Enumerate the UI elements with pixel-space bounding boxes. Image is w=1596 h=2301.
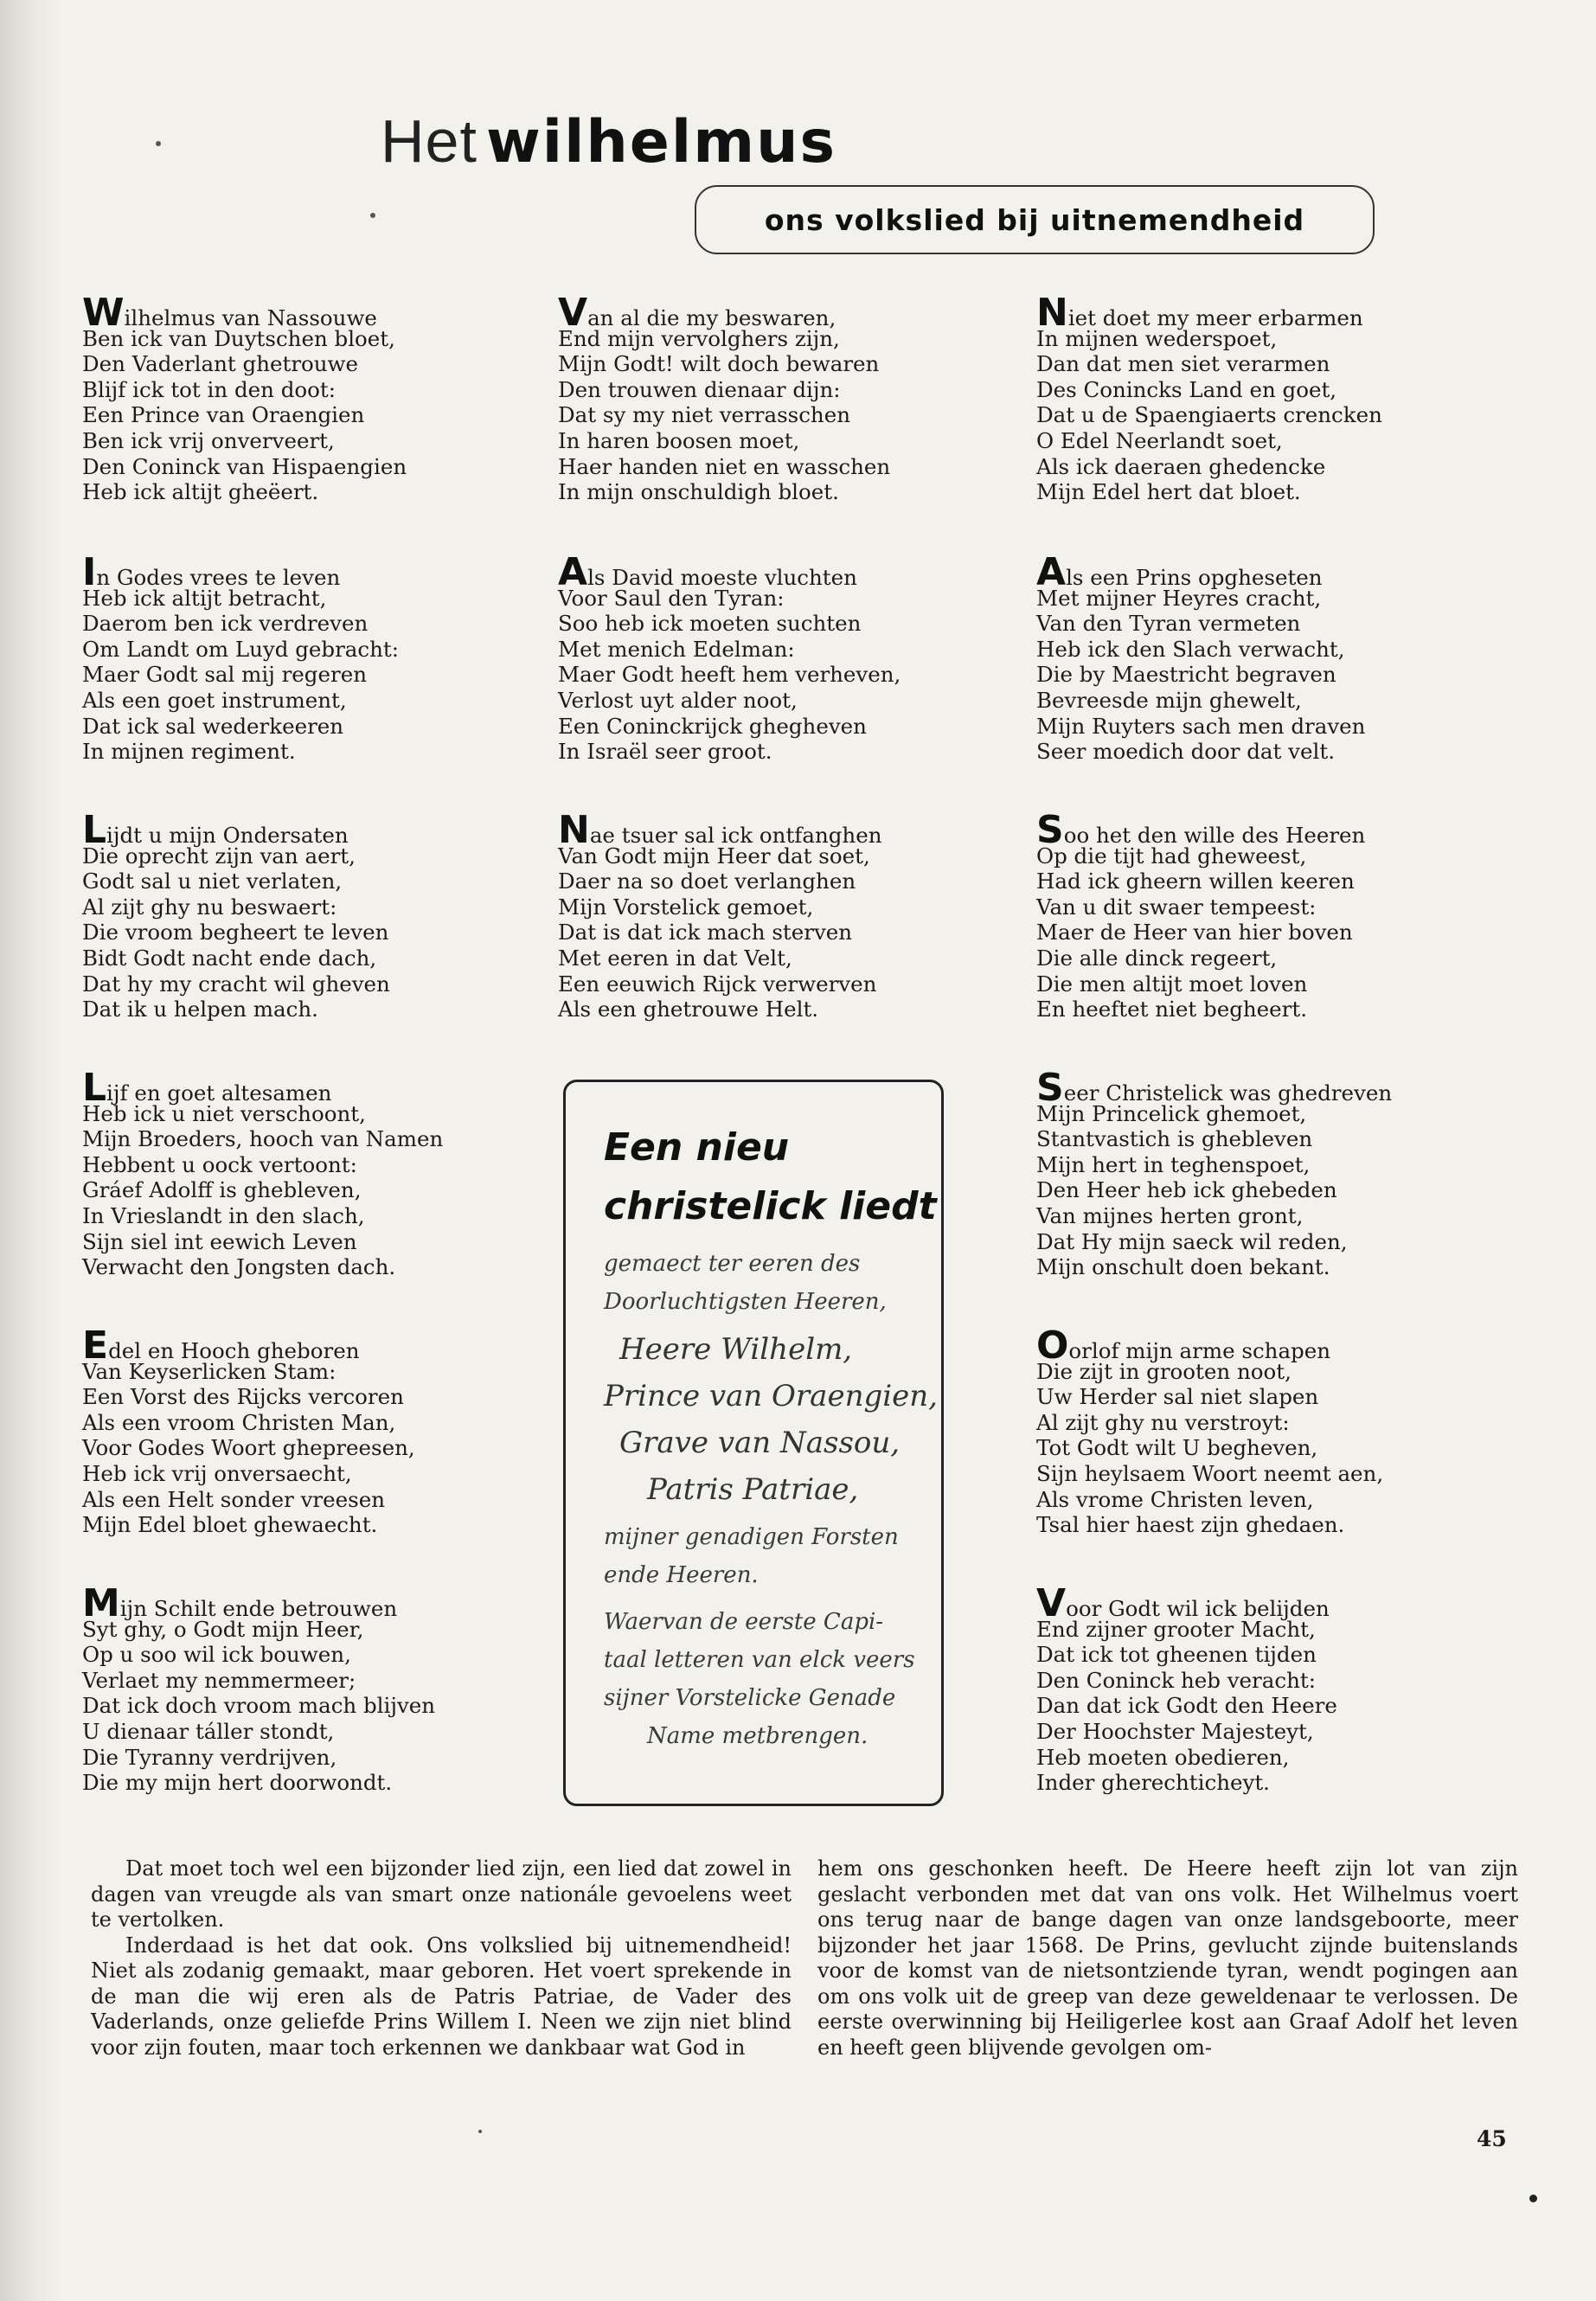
stanza-line: Inder gherechticheyt. <box>1036 1770 1270 1796</box>
stanza-1 <box>82 291 532 505</box>
stanza-line: Een Prince van Oraengien <box>82 402 365 428</box>
stanza-14 <box>1036 1324 1486 1538</box>
stanza-line: Maer Godt sal mij regeren <box>82 662 367 688</box>
stanza-line: In Israël seer groot. <box>558 739 772 765</box>
stanza-2 <box>82 550 532 765</box>
stanza-line: Als een vroom Christen Man, <box>82 1409 396 1435</box>
box-name: Heere Wilhelm, <box>619 1332 853 1367</box>
prose-paragraph: Inderdaad is het dat ook. Ons volkslied bij uitnemendheid! Niet als zodanig gemaakt, maar geboren. Het voert sprekende in de man die wij eren als de Patris Patriae, de Vader des Vaderlands, onze geliefde Prins Willem I. Neen we zijn niet blind voor zijn fouten, maar toch erkennen we dankbaar wat God in <box>91 1932 792 2060</box>
stanza-5 <box>82 1324 532 1538</box>
stanza-line: Haer handen niet en wasschen <box>558 453 891 479</box>
stanza-line: Verwacht den Jongsten dach. <box>82 1254 396 1280</box>
stanza-line: Den Coninck heb veracht: <box>1036 1667 1316 1693</box>
stanza-first-line: n Godes vrees te leven <box>96 565 341 590</box>
stanza-initial: A <box>1036 550 1067 594</box>
box-text: Name metbrengen. <box>647 1723 869 1749</box>
stanza-line: Syt ghy, o Godt mijn Heer, <box>82 1616 364 1642</box>
stanza-first-line: iet doet my meer erbarmen <box>1067 305 1363 330</box>
stanza-first-line: ijn Schilt ende betrouwen <box>119 1596 398 1621</box>
stanza-line: Ben ick vrij onverveert, <box>82 427 335 453</box>
stanza-line: Die oprecht zijn van aert, <box>82 843 356 868</box>
stanza-line: Ben ick van Duytschen bloet, <box>82 325 395 351</box>
box-text: Doorluchtigsten Heeren, <box>604 1289 887 1315</box>
stanza-first-line: ls een Prins opgheseten <box>1066 565 1323 590</box>
stanza-line: Bidt Godt nacht ende dach, <box>82 945 377 971</box>
title-main: wilhelmus <box>485 108 836 176</box>
stanza-line: Dat is dat ick mach sterven <box>558 920 853 945</box>
stanza-line: Mijn Princelick ghemoet, <box>1036 1100 1307 1126</box>
stanza-initial: L <box>82 1066 107 1110</box>
stanza-line: Als een goet instrument, <box>82 687 347 713</box>
box-text: ende Heeren. <box>604 1562 759 1588</box>
stanza-initial: W <box>82 291 125 335</box>
stanza-line: Dan dat men siet verarmen <box>1036 351 1330 377</box>
stanza-line: Met mijner Heyres cracht, <box>1036 585 1322 611</box>
box-text: gemaect ter eeren des <box>604 1251 861 1277</box>
stanza-line: Stantvastich is ghebleven <box>1036 1126 1313 1152</box>
prose-paragraph: Dat moet toch wel een bijzonder lied zijn, een lied dat zowel in dagen van vreugde als van smart onze nationále gevoelens weet te vertolken. <box>91 1856 792 1932</box>
stanza-line: Den Heer heb ick ghebeden <box>1036 1177 1337 1203</box>
stanza-line: Sijn siel int eewich Leven <box>82 1228 357 1254</box>
subtitle-text: ons volkslied bij uitnemendheid <box>764 202 1305 237</box>
stanza-line: Van Godt mijn Heer dat soet, <box>558 843 870 868</box>
box-title-line2: christelick liedt <box>604 1184 937 1228</box>
stanza-9 <box>558 808 1008 1022</box>
stanza-line: Mijn hert in teghenspoet, <box>1036 1151 1311 1177</box>
stray-mark <box>156 141 161 146</box>
boxed-title-panel <box>563 1080 944 1806</box>
stanza-line: Die zijt in grooten noot, <box>1036 1358 1292 1384</box>
stanza-line: Den Vaderlant ghetrouwe <box>82 351 359 377</box>
stanza-line: Die alle dinck regeert, <box>1036 945 1278 971</box>
stanza-line: Mijn Vorstelick gemoet, <box>558 894 814 920</box>
stanza-line: Verlaet my nemmermeer; <box>82 1667 356 1693</box>
subtitle-banner <box>695 185 1375 254</box>
stanza-line: Heb ick altijt gheëert. <box>82 479 319 505</box>
stray-mark <box>1529 2195 1537 2202</box>
stanza-line: Als vrome Christen leven, <box>1036 1486 1314 1512</box>
stanza-15 <box>1036 1581 1486 1796</box>
stanza-line: Heb ick u niet verschoont, <box>82 1100 366 1126</box>
stanza-initial: O <box>1036 1324 1069 1368</box>
stanza-first-line: ijdt u mijn Ondersaten <box>106 823 349 848</box>
stanza-initial: S <box>1036 1066 1064 1110</box>
stanza-line: Sijn heylsaem Woort neemt aen, <box>1036 1460 1384 1486</box>
stanza-4 <box>82 1066 532 1280</box>
stanza-line: Den trouwen dienaar dijn: <box>558 376 841 402</box>
stanza-line: Van Keyserlicken Stam: <box>82 1358 337 1384</box>
box-text: sijner Vorstelicke Genade <box>604 1685 896 1711</box>
stanza-line: U dienaar táller stondt, <box>82 1718 335 1744</box>
box-title-line1: Een nieu <box>604 1125 790 1170</box>
stanza-line: Gráef Adolff is ghebleven, <box>82 1177 362 1203</box>
stanza-first-line: an al die my beswaren, <box>587 305 836 330</box>
stanza-line: Maer Godt heeft hem verheven, <box>558 662 901 688</box>
stanza-line: Op u soo wil ick bouwen, <box>82 1642 351 1668</box>
stanza-line: Bevreesde mijn ghewelt, <box>1036 687 1302 713</box>
stanza-first-line: oor Godt wil ick belijden <box>1066 1596 1330 1621</box>
stanza-line: Mijn Ruyters sach men draven <box>1036 713 1366 739</box>
stanza-line: Heb ick den Slach verwacht, <box>1036 636 1345 662</box>
stanza-line: Des Conincks Land en goet, <box>1036 376 1337 402</box>
stanza-6 <box>82 1581 532 1796</box>
stanza-line: Die men altijt moet loven <box>1036 971 1308 997</box>
stanza-line: Die Tyranny verdrijven, <box>82 1744 337 1770</box>
stanza-10 <box>1036 291 1486 505</box>
stanza-initial: L <box>82 808 107 852</box>
stanza-line: Verlost uyt alder noot, <box>558 687 798 713</box>
stanza-initial: M <box>82 1581 120 1625</box>
stanza-line: End zijner grooter Macht, <box>1036 1616 1316 1642</box>
stanza-first-line: orlof mijn arme schapen <box>1068 1338 1331 1363</box>
stanza-line: In mijn onschuldigh bloet. <box>558 479 839 505</box>
stanza-line: In mijnen regiment. <box>82 739 296 765</box>
stanza-line: Een Vorst des Rijcks vercoren <box>82 1384 404 1410</box>
stanza-line: Mijn Edel hert dat bloet. <box>1036 479 1301 505</box>
stanza-first-line: ilhelmus van Nassouwe <box>124 305 377 330</box>
stanza-line: Op die tijt had gheweest, <box>1036 843 1307 868</box>
stanza-line: Heb ick altijt betracht, <box>82 585 327 611</box>
box-name: Grave van Nassou, <box>619 1426 901 1460</box>
prose-column-right <box>817 1856 1518 2061</box>
stanza-line: Tsal hier haest zijn ghedaen. <box>1036 1512 1345 1538</box>
stanza-line: Die vroom begheert te leven <box>82 920 389 945</box>
box-text: taal letteren van elck veers <box>604 1647 915 1673</box>
stanza-line: Mijn Edel bloet ghewaecht. <box>82 1512 378 1538</box>
stanza-3 <box>82 808 532 1022</box>
box-text: mijner genadigen Forsten <box>604 1524 899 1550</box>
stanza-line: Der Hoochster Majesteyt, <box>1036 1718 1314 1744</box>
stanza-line: Als ick daeraen ghedencke <box>1036 453 1326 479</box>
stanza-line: Dat ik u helpen mach. <box>82 997 318 1022</box>
page-title <box>381 93 836 189</box>
stanza-line: Uw Herder sal niet slapen <box>1036 1384 1319 1410</box>
prose-paragraph: hem ons geschonken heeft. De Heere heeft zijn lot van zijn geslacht verbonden met dat van ons volk. Het Wilhelmus voert ons terug naar de bange dagen van onze landsgeboorte, meer bijzonder het jaar 1568. De Prins, gevlucht zijnde buitenslands voor de komst van de nietsontziende tyran, wendt pogingen aan om ons volk uit de greep van deze geweldenaar te verlossen. De eerste overwinning bij Heiligerlee kost aan Graaf Adolf het leven en heeft geen blijvende gevolgen om- <box>817 1856 1518 2060</box>
stanza-line: Die my mijn hert doorwondt. <box>82 1770 393 1796</box>
stanza-12 <box>1036 808 1486 1022</box>
box-text: Waervan de eerste Capi- <box>604 1609 884 1635</box>
box-name: Prince van Oraengien, <box>604 1379 938 1413</box>
stanza-line: Dat sy my niet verrasschen <box>558 402 850 428</box>
stanza-8 <box>558 550 1008 765</box>
stanza-line: Dat ick sal wederkeeren <box>82 713 344 739</box>
stanza-line: En heeftet niet begheert. <box>1036 997 1308 1022</box>
stanza-line: Dat u de Spaengiaerts crencken <box>1036 402 1382 428</box>
stanza-line: Godt sal u niet verlaten, <box>82 868 343 894</box>
stanza-line: Dat Hy mijn saeck wil reden, <box>1036 1228 1348 1254</box>
stanza-line: Die by Maestricht begraven <box>1036 662 1336 688</box>
stanza-line: O Edel Neerlandt soet, <box>1036 427 1283 453</box>
stanza-13 <box>1036 1066 1486 1280</box>
page-number: 45 <box>1477 2126 1507 2151</box>
stanza-initial: E <box>82 1324 109 1368</box>
title-prefix: Het <box>381 107 478 175</box>
stanza-first-line: ae tsuer sal ick ontfanghen <box>589 823 882 848</box>
stanza-line: Een eeuwich Rijck verwerven <box>558 971 877 997</box>
stanza-line: Daerom ben ick verdreven <box>82 611 369 637</box>
stanza-line: Dat hy my cracht wil gheven <box>82 971 390 997</box>
prose-column-left <box>91 1856 792 2061</box>
stanza-7 <box>558 291 1008 505</box>
stanza-line: Had ick gheern willen keeren <box>1036 868 1355 894</box>
stanza-line: End mijn vervolghers zijn, <box>558 325 840 351</box>
box-name: Patris Patriae, <box>647 1472 859 1507</box>
stanza-first-line: eer Christelick was ghedreven <box>1063 1080 1393 1106</box>
stanza-first-line: ls David moeste vluchten <box>587 565 857 590</box>
stanza-line: Seer moedich door dat velt. <box>1036 739 1335 765</box>
stanza-line: Als een Helt sonder vreesen <box>82 1486 385 1512</box>
stanza-line: In mijnen wederspoet, <box>1036 325 1278 351</box>
page-shadow <box>0 0 61 2301</box>
stanza-line: Dat ick tot gheenen tijden <box>1036 1642 1317 1668</box>
stanza-line: In haren boosen moet, <box>558 427 800 453</box>
stanza-line: Dat ick doch vroom mach blijven <box>82 1693 436 1719</box>
stray-mark <box>370 213 375 218</box>
stanza-line: Van u dit swaer tempeest: <box>1036 894 1317 920</box>
stanza-line: Den Coninck van Hispaengien <box>82 453 407 479</box>
stanza-initial: I <box>82 550 97 594</box>
stanza-line: Heb moeten obedieren, <box>1036 1744 1290 1770</box>
stanza-line: In Vrieslandt in den slach, <box>82 1202 365 1228</box>
stanza-line: Mijn onschult doen bekant. <box>1036 1254 1330 1280</box>
stanza-line: Om Landt om Luyd gebracht: <box>82 636 399 662</box>
stanza-first-line: oo het den wille des Heeren <box>1063 823 1366 848</box>
stanza-initial: V <box>1036 1581 1067 1625</box>
stanza-line: Mijn Godt! wilt doch bewaren <box>558 351 880 377</box>
stanza-line: Blijf ick tot in den doot: <box>82 376 336 402</box>
stanza-line: Als een ghetrouwe Helt. <box>558 997 819 1022</box>
stanza-line: Soo heb ick moeten suchten <box>558 611 862 637</box>
stanza-line: Met eeren in dat Velt, <box>558 945 792 971</box>
stanza-line: Tot Godt wilt U begheven, <box>1036 1435 1318 1461</box>
stanza-initial: A <box>558 550 588 594</box>
stanza-line: Heb ick vrij onversaecht, <box>82 1460 352 1486</box>
stanza-initial: N <box>558 808 590 852</box>
stanza-first-line: del en Hooch gheboren <box>108 1338 360 1363</box>
stanza-line: Van mijnes herten gront, <box>1036 1202 1304 1228</box>
stanza-line: Al zijt ghy nu verstroyt: <box>1036 1409 1290 1435</box>
stanza-initial: V <box>558 291 588 335</box>
stanza-11 <box>1036 550 1486 765</box>
stanza-line: Voor Saul den Tyran: <box>558 585 785 611</box>
stanza-line: Voor Godes Woort ghepreesen, <box>82 1435 415 1461</box>
stanza-line: Dan dat ick Godt den Heere <box>1036 1693 1337 1719</box>
stanza-initial: N <box>1036 291 1068 335</box>
stanza-line: Maer de Heer van hier boven <box>1036 920 1353 945</box>
stanza-line: Mijn Broeders, hooch van Namen <box>82 1126 444 1152</box>
stanza-line: Daer na so doet verlanghen <box>558 868 856 894</box>
stanza-initial: S <box>1036 808 1064 852</box>
stanza-line: Hebbent u oock vertoont: <box>82 1151 357 1177</box>
stanza-first-line: ijf en goet altesamen <box>106 1080 332 1106</box>
stanza-line: Een Coninckrijck ghegheven <box>558 713 867 739</box>
stanza-line: Met menich Edelman: <box>558 636 795 662</box>
stanza-line: Van den Tyran vermeten <box>1036 611 1301 637</box>
stanza-line: Al zijt ghy nu beswaert: <box>82 894 337 920</box>
stray-mark <box>478 2130 482 2133</box>
